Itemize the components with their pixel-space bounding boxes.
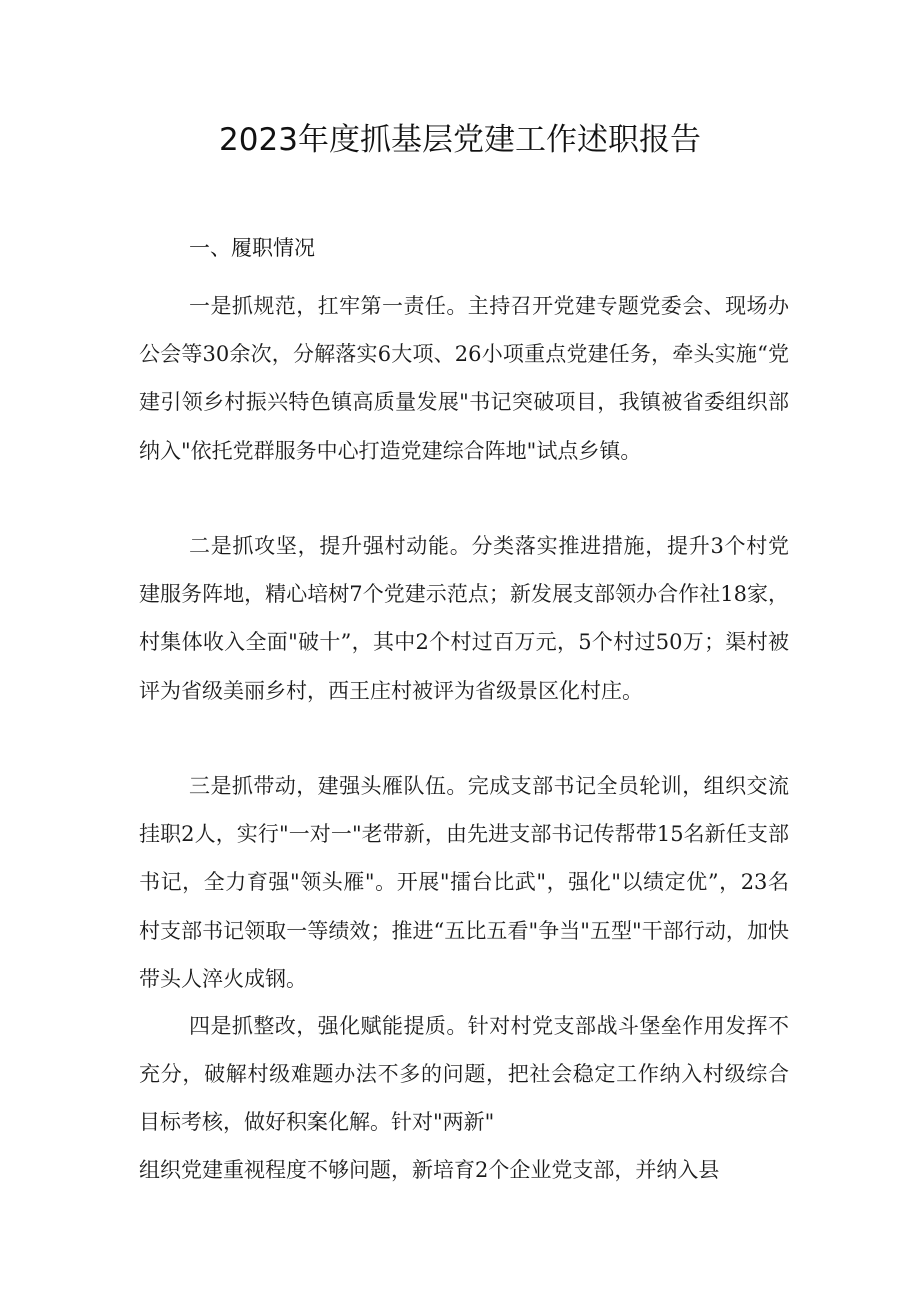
paragraph-1: 一是抓规范，扛牢第一责任。主持召开党建专题党委会、现场办公会等30余次，分解落实6大项、26小项重点党建任务，牵头实施“党建引领乡村振兴特色镇高质量发展"书记突破项目，我镇被省委组织部纳入"依托党群服务中心打造党建综合阵地"试点乡镇。 (139, 294, 789, 463)
page-title: 2023年度抓基层党建工作述职报告 (219, 122, 701, 158)
section-heading: 一、履职情况 (189, 236, 315, 260)
paragraph-3: 三是抓带动，建强头雁队伍。完成支部书记全员轮训，组织交流挂职2人，实行"一对一"老带新，由先进支部书记传帮带15名新任支部书记，全力育强"领头雁"。开展"擂台比武"，强化"以绩定优”，23名村支部书记领取一等绩效；推进“五比五看"争当"五型"干部行动，加快带头人淬火成钢。 (139, 774, 789, 991)
paragraph-4: 四是抓整改，强化赋能提质。针对村党支部战斗堡垒作用发挥不充分，破解村级难题办法不多的问题，把社会稳定工作纳入村级综合目标考核，做好积案化解。针对"两新" (139, 1014, 789, 1135)
paragraph-2: 二是抓攻坚，提升强村动能。分类落实推进措施，提升3个村党建服务阵地，精心培树7个党建示范点；新发展支部领办合作社18家，村集体收入全面"破十”，其中2个村过百万元，5个村过50万；渠村被评为省级美丽乡村，西王庄村被评为省级景区化村庄。 (139, 534, 789, 703)
paragraph-continuation: 组织党建重视程度不够问题，新培育2个企业党支部，并纳入县 (139, 1158, 720, 1182)
